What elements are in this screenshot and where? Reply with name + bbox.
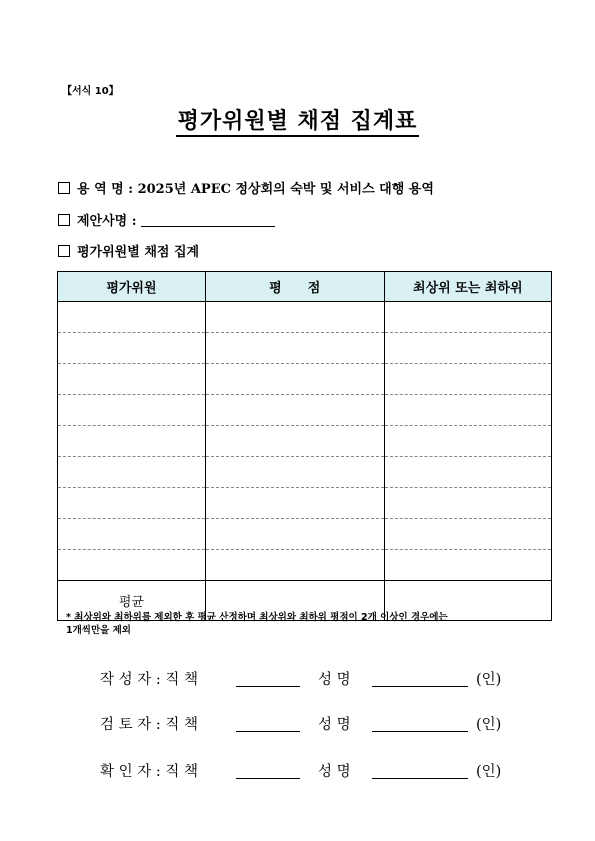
checkbox-square-icon (58, 214, 70, 226)
evaluator-cell[interactable] (58, 302, 206, 333)
header-top-bottom: 최상위 또는 최하위 (384, 272, 551, 302)
score-cell[interactable] (205, 426, 384, 457)
top-bottom-cell[interactable] (384, 364, 551, 395)
top-bottom-cell[interactable] (384, 333, 551, 364)
document-title (0, 104, 595, 135)
score-cell[interactable] (205, 488, 384, 519)
top-bottom-cell[interactable] (384, 488, 551, 519)
signature-role: 검 토 자 : 직 책 (100, 717, 198, 733)
service-name-row (58, 178, 434, 197)
score-cell[interactable] (205, 519, 384, 550)
position-blank-line (236, 764, 300, 779)
checkbox-square-icon (58, 182, 70, 194)
name-blank-line (372, 672, 468, 687)
position-blank-line (236, 717, 300, 732)
seal-label: (인) (476, 764, 502, 780)
top-bottom-cell[interactable] (384, 457, 551, 488)
seal-label: (인) (476, 717, 502, 733)
table-row (58, 395, 552, 426)
signature-role: 작 성 자 : 직 책 (100, 672, 198, 688)
signature-row-writer (100, 668, 501, 689)
name-label: 성 명 (318, 764, 351, 780)
top-bottom-cell[interactable] (384, 550, 551, 581)
evaluator-cell[interactable] (58, 519, 206, 550)
position-blank-line (236, 672, 300, 687)
evaluator-cell[interactable] (58, 333, 206, 364)
service-name-label: 용 역 명 : 2025년 APEC 정상회의 숙박 및 서비스 대행 용역 (77, 182, 434, 197)
top-bottom-cell[interactable] (384, 426, 551, 457)
signature-role: 확 인 자 : 직 책 (100, 764, 198, 780)
signature-row-reviewer (100, 713, 501, 734)
table-row (58, 519, 552, 550)
top-bottom-cell[interactable] (384, 519, 551, 550)
proposer-blank-line (141, 214, 275, 227)
header-score: 평 점 (205, 272, 384, 302)
score-cell[interactable] (205, 364, 384, 395)
score-table (57, 271, 552, 621)
evaluator-cell[interactable] (58, 488, 206, 519)
table-row (58, 426, 552, 457)
average-label: 평균 (58, 581, 206, 621)
signature-row-confirmer (100, 760, 501, 781)
section-label: 평가위원별 채점 집계 (77, 245, 200, 260)
table-row (58, 333, 552, 364)
proposer-label: 제안사명 : (77, 214, 137, 229)
evaluator-cell[interactable] (58, 364, 206, 395)
evaluator-cell[interactable] (58, 426, 206, 457)
name-blank-line (372, 717, 468, 732)
checkbox-square-icon (58, 245, 70, 257)
name-label: 성 명 (318, 717, 351, 733)
header-evaluator: 평가위원 (58, 272, 206, 302)
evaluator-cell[interactable] (58, 395, 206, 426)
section-row (58, 241, 199, 260)
table-header-row (58, 272, 552, 302)
footnote: * 최상위와 최하위를 제외한 후 평균 산정하며 최상위와 최하위 평점이 2개 이상인 경우에는 1개씩만을 제외 (66, 612, 448, 636)
title-text: 평가위원별 채점 집계표 (176, 109, 420, 137)
score-cell[interactable] (205, 457, 384, 488)
table-row (58, 302, 552, 333)
name-blank-line (372, 764, 468, 779)
score-cell[interactable] (205, 550, 384, 581)
score-cell[interactable] (205, 302, 384, 333)
top-bottom-cell[interactable] (384, 302, 551, 333)
score-cell[interactable] (205, 395, 384, 426)
evaluator-cell[interactable] (58, 550, 206, 581)
evaluator-cell[interactable] (58, 457, 206, 488)
table-row (58, 488, 552, 519)
seal-label: (인) (476, 672, 502, 688)
table-row (58, 457, 552, 488)
name-label: 성 명 (318, 672, 351, 688)
score-cell[interactable] (205, 333, 384, 364)
table-row (58, 550, 552, 581)
table-row (58, 364, 552, 395)
proposer-row (58, 210, 275, 229)
top-bottom-cell[interactable] (384, 395, 551, 426)
form-code: 【서식 10】 (62, 86, 119, 97)
